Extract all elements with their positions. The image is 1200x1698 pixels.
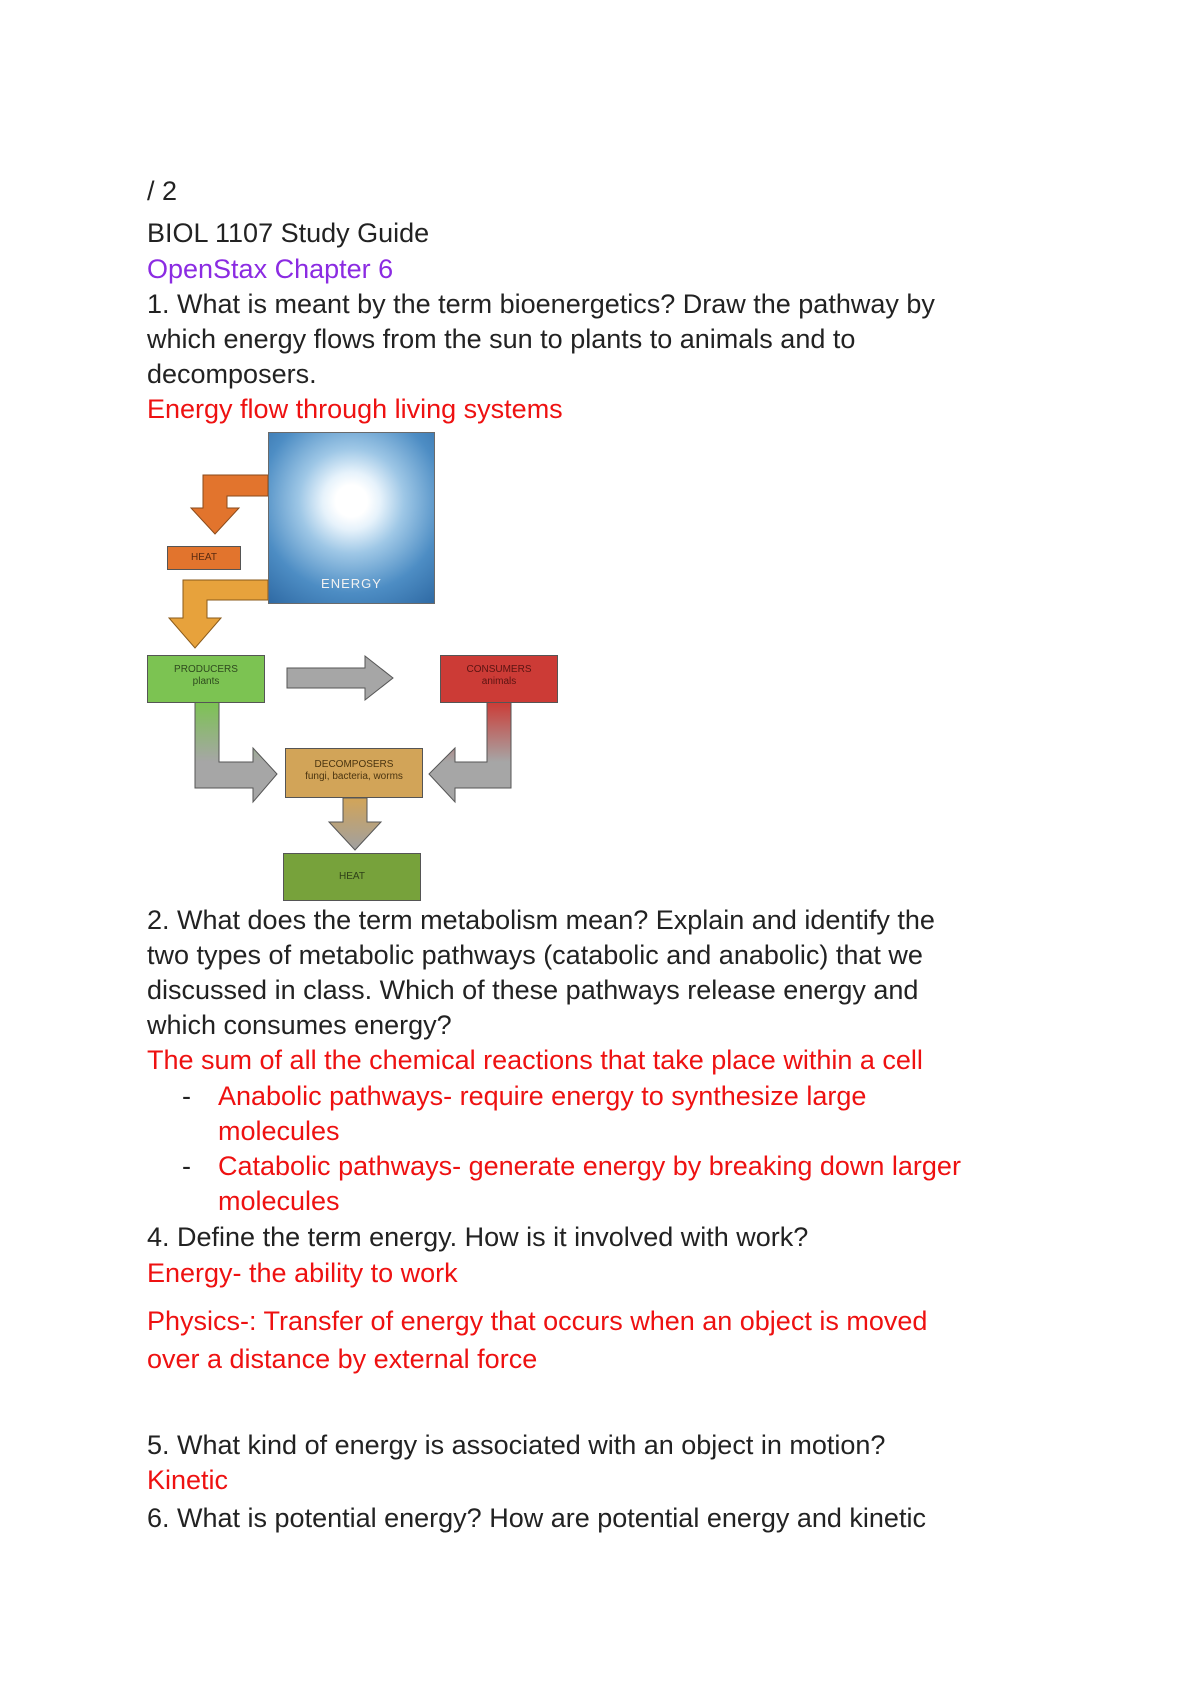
producers-label: PRODUCERS — [174, 664, 238, 675]
energy-flow-diagram — [145, 430, 560, 900]
producers-to-consumers-arrow — [287, 656, 393, 700]
heat-box-bottom: HEAT — [283, 853, 421, 901]
decomposers-to-heat-arrow — [329, 798, 381, 850]
q2-line-2: two types of metabolic pathways (catabolic and anabolic) that we — [147, 940, 923, 970]
q5-answer: Kinetic — [147, 1465, 229, 1495]
decomposers-label: DECOMPOSERS — [314, 759, 394, 770]
q4-answer-2-line-2: over a distance by external force — [147, 1344, 538, 1374]
q5-question: 5. What kind of energy is associated with an object in motion? — [147, 1430, 886, 1460]
producers-sublabel: plants — [192, 676, 220, 687]
q1-line-2: which energy flows from the sun to plants to animals and to — [147, 324, 856, 354]
q2-line-4: which consumes energy? — [147, 1010, 452, 1040]
q4-answer-2-line-1: Physics-: Transfer of energy that occurs when an object is moved — [147, 1306, 928, 1336]
bullet-2-line-2: molecules — [218, 1186, 340, 1216]
q1-line-3: decomposers. — [147, 359, 317, 389]
course-title: BIOL 1107 Study Guide — [147, 218, 430, 248]
q1-line-1: 1. What is meant by the term bioenergetics? Draw the pathway by — [147, 289, 935, 319]
consumers-to-decomposers-arrow — [429, 702, 511, 802]
consumers-sublabel: animals — [481, 676, 517, 687]
chapter-heading: OpenStax Chapter 6 — [147, 254, 394, 284]
heat-box-top: HEAT — [167, 546, 241, 570]
decomposers-sublabel: fungi, bacteria, worms — [305, 771, 403, 782]
page-marker: / 2 — [147, 176, 178, 206]
producers-box — [147, 655, 265, 703]
energy-arrow — [169, 580, 268, 648]
energy-label: ENERGY — [321, 576, 382, 591]
q2-line-1: 2. What does the term metabolism mean? Explain and identify the — [147, 905, 935, 935]
sun-energy-image — [268, 432, 435, 604]
q6-question: 6. What is potential energy? How are potential energy and kinetic — [147, 1503, 926, 1533]
bullet-1-line-1: Anabolic pathways- require energy to synthesize large — [218, 1081, 867, 1111]
consumers-box — [440, 655, 558, 703]
bullet-dash-2: - — [182, 1151, 191, 1181]
q2-line-3: discussed in class. Which of these pathways release energy and — [147, 975, 919, 1005]
q4-question: 4. Define the term energy. How is it involved with work? — [147, 1222, 809, 1252]
q4-answer-1: Energy- the ability to work — [147, 1258, 458, 1288]
producers-to-decomposers-arrow — [195, 702, 277, 802]
bullet-2-line-1: Catabolic pathways- generate energy by breaking down larger — [218, 1151, 961, 1181]
heat-arrow — [191, 475, 268, 534]
bullet-1-line-2: molecules — [218, 1116, 340, 1146]
q2-answer: The sum of all the chemical reactions that take place within a cell — [147, 1045, 923, 1075]
decomposers-box — [285, 748, 423, 798]
q1-answer: Energy flow through living systems — [147, 394, 563, 424]
consumers-label: CONSUMERS — [466, 664, 532, 675]
bullet-dash-1: - — [182, 1081, 191, 1111]
